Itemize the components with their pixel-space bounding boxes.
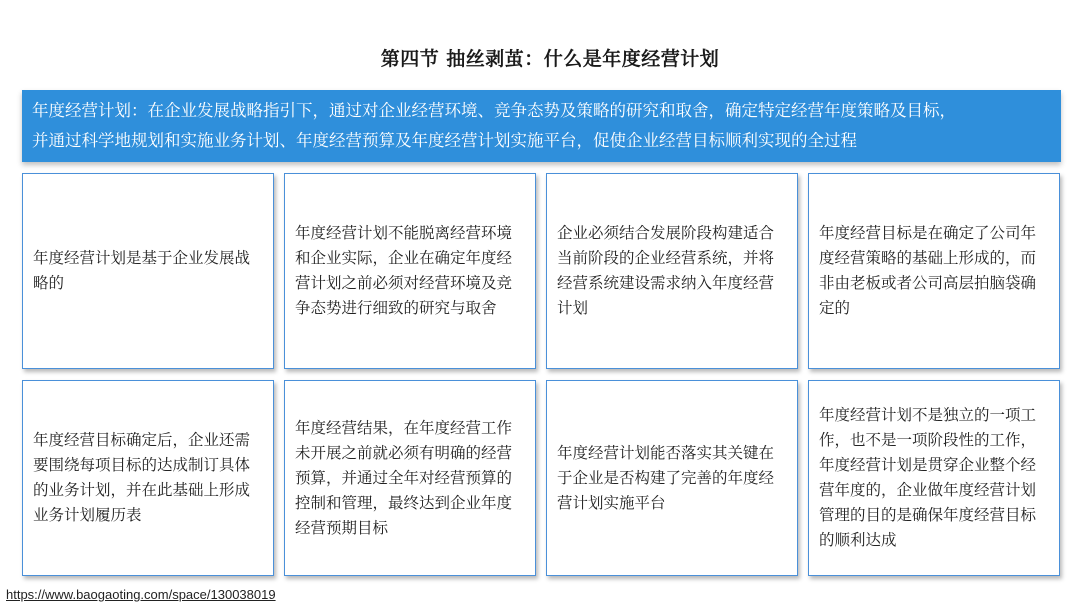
card-text: 年度经营计划不是独立的一项工作，也不是一项阶段性的工作，年度经营计划是贯穿企业整个经营年度的，企业做年度经营计划管理的目的是确保年度经营目标的顺利达成 [819, 406, 1037, 549]
card-text: 年度经营计划能否落实其关键在于企业是否构建了完善的年度经营计划实施平台 [557, 443, 775, 512]
card-goal-formation [808, 173, 1060, 369]
source-link[interactable]: https://www.baogaoting.com/space/130038019 [6, 587, 276, 602]
definition-line-2: 并通过科学地规划和实施业务计划、年度经营预算及年度经营计划实施平台，促使企业经营目标顺利实现的全过程 [32, 131, 857, 150]
card-budget [284, 380, 536, 576]
card-text: 年度经营结果，在年度经营工作未开展之前就必须有明确的经营预算，并通过全年对经营预算的控制和管理，最终达到企业年度经营预期目标 [295, 418, 513, 537]
card-text: 年度经营计划不能脱离经营环境和企业实际，企业在确定年度经营计划之前必须对经营环境及竞争态势进行细致的研究与取舍 [295, 224, 513, 317]
card-full-year-process [808, 380, 1060, 576]
card-text: 年度经营目标是在确定了公司年度经营策略的基础上形成的，而非由老板或者公司高层拍脑袋确定的 [819, 224, 1037, 317]
definition-banner [22, 90, 1061, 162]
definition-line-1: 年度经营计划：在企业发展战略指引下，通过对企业经营环境、竞争态势及策略的研究和取舍，确定特定经营年度策略及目标， [32, 101, 956, 120]
card-text: 年度经营计划是基于企业发展战略的 [33, 249, 251, 292]
page-title: 第四节 抽丝剥茧：什么是年度经营计划 [380, 48, 720, 70]
card-implementation-platform [546, 380, 798, 576]
card-business-plan [22, 380, 274, 576]
card-operating-system [546, 173, 798, 369]
card-text: 年度经营目标确定后，企业还需要围绕每项目标的达成制订具体的业务计划，并在此基础上形成业务计划履历表 [33, 431, 251, 524]
card-text: 企业必须结合发展阶段构建适合当前阶段的企业经营系统，并将经营系统建设需求纳入年度经营计划 [557, 224, 775, 317]
card-strategy-based [22, 173, 274, 369]
card-environment-research [284, 173, 536, 369]
